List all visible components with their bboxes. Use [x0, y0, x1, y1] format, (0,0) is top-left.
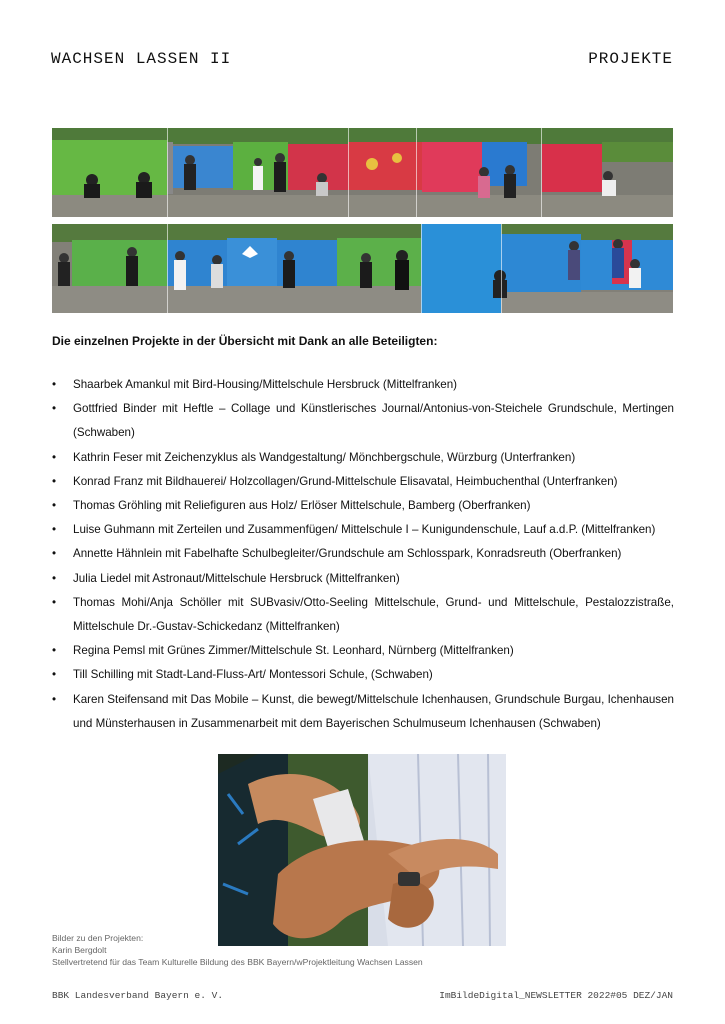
- header-section: PROJEKTE: [588, 50, 673, 68]
- project-text: Julia Liedel mit Astronaut/Mittelschule Hersbruck (Mittelfranken): [73, 571, 400, 585]
- list-item: [52, 591, 674, 639]
- project-text: Karen Steifensand mit Das Mobile – Kunst, die bewegt/Mittelschule Ichenhausen, Grundschule Burgau, Ichenhausen und Münsterhausen in Zusammenarbeit mit dem Bayerischen Schulmuseum Ichenhausen (Schwaben): [73, 692, 674, 730]
- hands-photo-icon: [218, 754, 506, 946]
- wall-painting-photo-strip-icon: [52, 224, 673, 313]
- header-title: WACHSEN LASSEN II: [51, 50, 232, 68]
- project-text: Thomas Mohi/Anja Schöller mit SUBvasiv/Otto-Seeling Mittelschule, Grund- und Mittelschule, Pestalozzistraße, Mittelschule Dr.-Gustav-Schickedanz (Mittelfranken): [73, 595, 674, 634]
- bullet-icon: •: [52, 450, 57, 464]
- bullet-icon: •: [52, 571, 57, 585]
- wall-painting-photo-strip-icon: [52, 128, 673, 217]
- project-text: Konrad Franz mit Bildhauerei/ Holzcollagen/Grund-Mittelschule Elisavatal, Heimbuchenthal (Unterfranken): [73, 474, 618, 488]
- list-item: [52, 567, 674, 591]
- bullet-icon: •: [52, 692, 57, 706]
- list-item: [52, 639, 674, 663]
- credits-line: Karin Bergdolt: [52, 945, 107, 955]
- project-text: Luise Guhmann mit Zerteilen und Zusammenfügen/ Mittelschule I – Kunigundenschule, Lauf a.d.P. (Mittelfranken): [73, 523, 656, 537]
- project-text: Regina Pemsl mit Grünes Zimmer/Mittelschule St. Leonhard, Nürnberg (Mittelfranken): [73, 644, 514, 658]
- bullet-icon: •: [52, 595, 57, 609]
- bullet-icon: •: [52, 474, 57, 488]
- list-item: [52, 446, 674, 470]
- list-item: [52, 470, 674, 494]
- bullet-icon: •: [52, 644, 57, 658]
- list-item: [52, 688, 674, 736]
- footer-newsletter: ImBildeDigital_NEWSLETTER 2022#05 DEZ/JAN: [439, 990, 673, 1001]
- list-item: [52, 542, 674, 566]
- credits-line: Stellvertretend für das Team Kulturelle Bildung des BBK Bayern/wProjektleitung Wachsen Lassen: [52, 957, 423, 967]
- list-item: [52, 397, 674, 445]
- bullet-icon: •: [52, 668, 57, 682]
- project-text: Shaarbek Amankul mit Bird-Housing/Mittelschule Hersbruck (Mittelfranken): [73, 378, 458, 391]
- project-text: Gottfried Binder mit Heftle – Collage und Künstlerisches Journal/Antonius-von-Steichele Grundschule, Mertingen (Schwaben): [73, 402, 674, 440]
- bullet-icon: •: [52, 547, 57, 561]
- bullet-icon: •: [52, 378, 57, 391]
- project-text: Kathrin Feser mit Zeichenzyklus als Wandgestaltung/ Mönchbergschule, Würzburg (Unterfranken): [73, 450, 576, 464]
- wall-painting-photo-strip-2: [52, 224, 673, 313]
- footer-organization: BBK Landesverband Bayern e. V.: [52, 990, 224, 1001]
- list-item: [52, 373, 674, 397]
- wall-painting-photo-strip-1: [52, 128, 673, 217]
- image-credits: [52, 932, 423, 968]
- bullet-icon: •: [52, 523, 57, 537]
- bullet-icon: •: [52, 499, 57, 513]
- bullet-icon: •: [52, 402, 57, 416]
- projects-intro: Die einzelnen Projekte in der Übersicht mit Dank an alle Beteiligten:: [52, 334, 438, 348]
- list-item: [52, 518, 674, 542]
- project-text: Till Schilling mit Stadt-Land-Fluss-Art/ Montessori Schule, (Schwaben): [73, 668, 433, 682]
- list-item: [52, 494, 674, 518]
- project-text: Thomas Gröhling mit Reliefiguren aus Holz/ Erlöser Mittelschule, Bamberg (Oberfranken): [73, 499, 531, 513]
- project-text: Annette Hähnlein mit Fabelhafte Schulbegleiter/Grundschule am Schlosspark, Konradsreuth (Oberfranken): [73, 547, 622, 561]
- projects-list: [52, 373, 674, 736]
- credits-line: Bilder zu den Projekten:: [52, 933, 144, 943]
- hands-photo: [218, 754, 506, 946]
- list-item: [52, 663, 674, 687]
